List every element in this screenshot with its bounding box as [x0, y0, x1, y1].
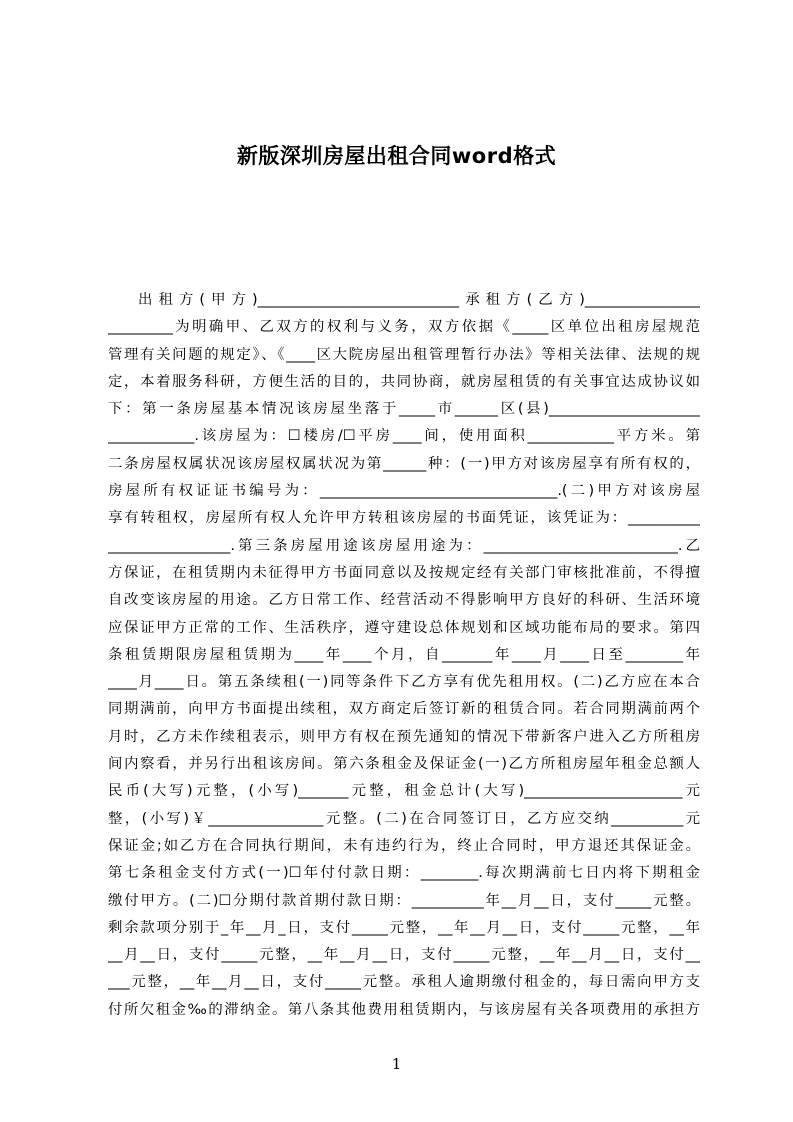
text-line: 房屋所有权证证书编号为：_________________________________.(二)甲方对该房屋 — [108, 483, 700, 500]
text-line: _________为明确甲、乙双方的权利与义务，双方依据《_____区单位出租房屋规范 — [108, 319, 700, 336]
text-line: 月时，乙方未作续租表示，则甲方有权在预先通知的情况下带新客户进入乙方所租房 — [108, 728, 700, 745]
text-line: 第七条租金支付方式(一)☐年付付款日期：________.每次期满前七日内将下期租金 — [108, 865, 700, 882]
text-line: 应保证甲方正常的工作、生活秩序，遵守建设总体规划和区域功能布局的要求。第四 — [108, 619, 700, 636]
text-line: ____月____日。第五条续租(一)同等条件下乙方享有优先租用权。(二)乙方应在本合 — [108, 674, 700, 691]
text-line: 下：第一条房屋基本情况该房屋坐落于_____市______区(县)_____________________ — [108, 401, 700, 418]
text-line: 整，(小写)￥________________元整。(二)在合同签订日，乙方应交纳__________元 — [108, 810, 700, 827]
contract-body — [108, 287, 700, 1024]
text-line: 保证金;如乙方在合同执行期间，未有违约行为，终止合同时，甲方退还其保证金。 — [108, 837, 700, 854]
text-line: 付所欠租金‰的滞纳金。第八条其他费用租赁期内，与该房屋有关各项费用的承担方 — [108, 1001, 700, 1018]
text-line: 间内察看，并另行出租该房间。第六条租金及保证金(一)乙方所租房屋年租金总额人 — [108, 756, 700, 773]
text-line: 享有转租权，房屋所有权人允许甲方转租该房屋的书面凭证，该凭证为：__________ — [108, 510, 700, 527]
page-title: 新版深圳房屋出租合同word格式 — [236, 144, 557, 168]
text-line: 方保证，在租赁期内未征得甲方书面同意以及按规定经有关部门审核批准前，不得擅 — [108, 564, 700, 581]
text-line: 二条房屋权属状况该房屋权属状况为第______种：(一)甲方对该房屋享有所有权的， — [108, 455, 700, 472]
text-line: 出租方(甲方)____________________________承租方(乙方)________________ — [138, 292, 700, 308]
text-line: ___元整，__年__月__日，支付_____元整。承租人逾期缴付租金的，每日需向甲方支 — [108, 974, 700, 991]
text-line: 定，本着服务科研，方便生活的目的，共同协商，就房屋租赁的有关事宜达成协议如 — [108, 373, 700, 390]
text-line: 剩余款项分别于_年__月_日，支付_____元整，__年__月__日，支付_____元整，__年 — [108, 919, 700, 936]
text-line: __月__日，支付_____元整，__年__月__日，支付_____元整，__年__月__日，支付__ — [108, 947, 700, 964]
text-line: 管理有关问题的规定》、《____区大院房屋出租管理暂行办法》等相关法律、法规的规 — [108, 346, 700, 363]
text-line: 民币(大写)元整，(小写)_______元整，租金总计(大写)______________________元 — [108, 783, 700, 800]
text-line: ____________.该房屋为：☐楼房/☐平房____间，使用面积____________平方米。第 — [108, 428, 700, 445]
text-line: 缴付甲方。(二)☐分期付款首期付款日期：__________年__月__日，支付_____元整。 — [108, 892, 700, 909]
page-number: 1 — [391, 1055, 402, 1073]
text-line: 自改变该房屋的用途。乙方日常工作、经营活动不得影响甲方良好的科研、生活环境 — [108, 592, 700, 609]
text-line: 条租赁期限房屋租赁期为____年____个月，自_______年____月____日至________年 — [108, 646, 700, 663]
text-line: _________________.第三条房屋用途该房屋用途为：___________________________.乙 — [108, 537, 700, 554]
text-line: 同期满前，向甲方书面提出续租，双方商定后签订新的租赁合同。若合同期满前两个 — [108, 701, 700, 718]
